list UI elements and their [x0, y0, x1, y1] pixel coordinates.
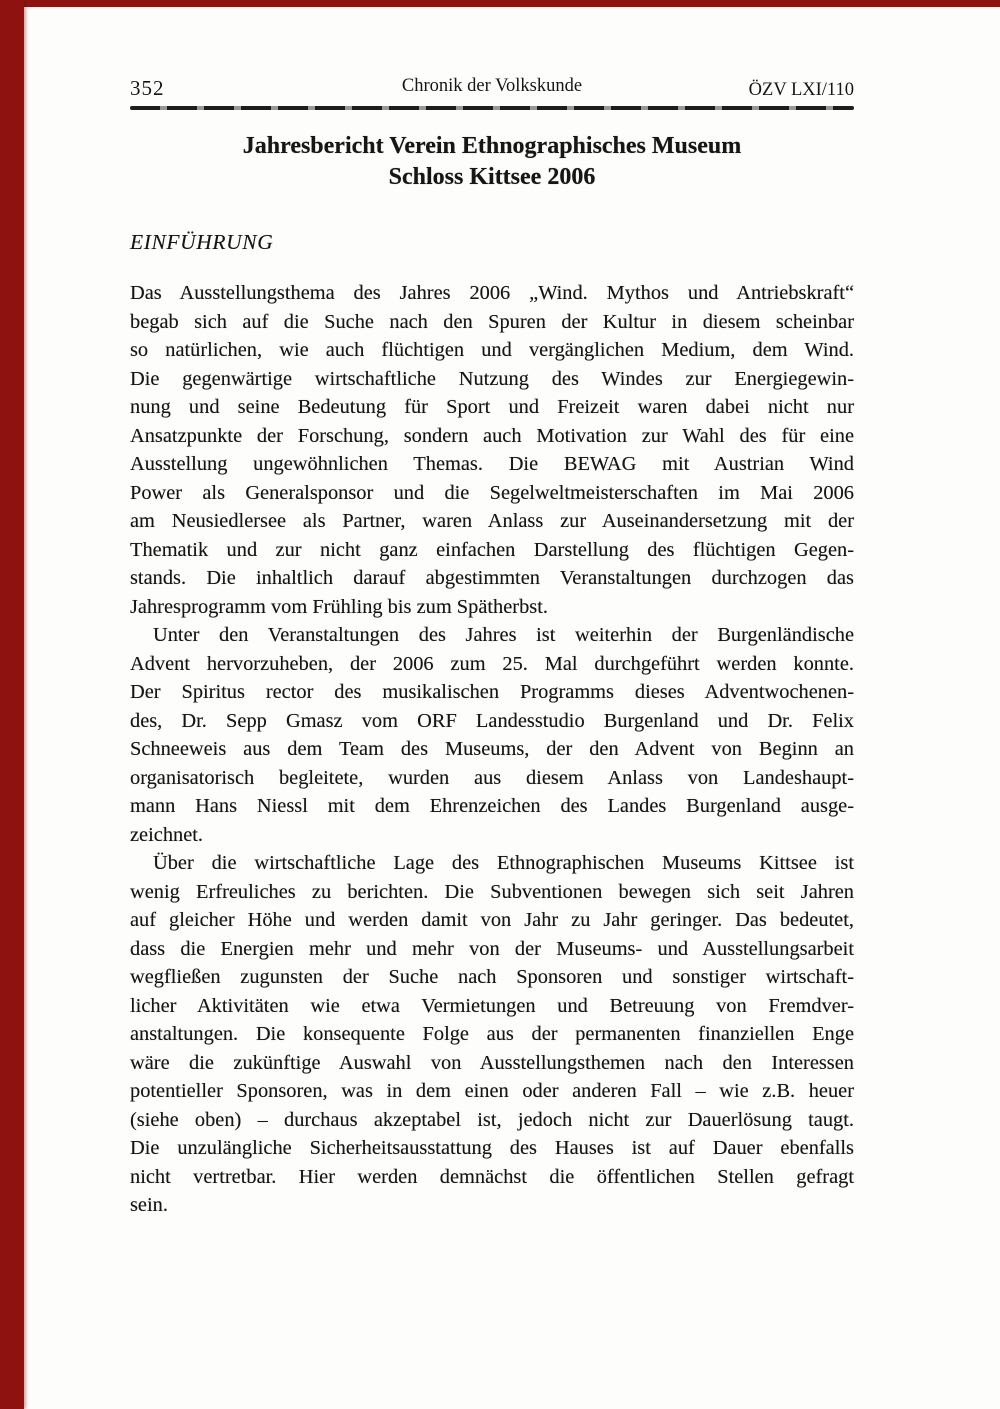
text-line: Über die wirtschaftliche Lage des Ethnographischen Museums Kittsee ist: [153, 852, 854, 874]
scan-edge-left: [0, 0, 24, 1409]
page-number: 352: [130, 76, 165, 100]
text-line: sein.: [130, 1194, 168, 1216]
text-line: Power als Generalsponsor und die Segelweltmeisterschaften im Mai 2006: [130, 481, 854, 504]
text-line: Die gegenwärtige wirtschaftliche Nutzung des Windes zur Energiegewin-: [130, 367, 854, 390]
text-line: wäre die zukünftige Auswahl von Ausstellungsthemen nach den Interessen: [130, 1051, 854, 1074]
journal-reference: ÖZV LXI/110: [748, 80, 854, 100]
section-heading: EINFÜHRUNG: [130, 230, 274, 254]
running-header: [130, 76, 854, 101]
text-line: wenig Erfreuliches zu berichten. Die Subventionen bewegen sich seit Jahren: [130, 880, 854, 903]
text-line: zeichnet.: [130, 823, 204, 846]
text-line: so natürlichen, wie auch flüchtigen und vergänglichen Medium, dem Wind.: [130, 339, 854, 361]
running-title: Chronik der Volkskunde: [401, 76, 583, 96]
text-line: Der Spiritus rector des musikalischen Programms dieses Adventwochenen-: [130, 681, 854, 703]
text-line: auf gleicher Höhe und werden damit von Jahr zu Jahr geringer. Das bedeutet,: [130, 909, 854, 931]
text-line: Unter den Veranstaltungen des Jahres ist weiterhin der Burgenländische: [153, 624, 854, 646]
text-line: Ausstellung ungewöhnlichen Themas. Die BEWAG mit Austrian Wind: [130, 453, 854, 475]
text-line: Ansatzpunkte der Forschung, sondern auch Motivation zur Wahl des für eine: [130, 424, 854, 447]
text-line: licher Aktivitäten wie etwa Vermietungen und Betreuung von Fremdver-: [130, 994, 854, 1017]
text-line: potentieller Sponsoren, was in dem einen oder anderen Fall – wie z.B. heuer: [130, 1080, 854, 1102]
text-line: am Neusiedlersee als Partner, waren Anlass zur Auseinandersetzung mit der: [130, 510, 854, 532]
scan-edge-top: [0, 0, 1000, 7]
text-line: nung und seine Bedeutung für Sport und Freizeit waren dabei nicht nur: [130, 396, 854, 418]
article-title-line1: Jahresbericht Verein Ethnographisches Museum: [242, 133, 742, 159]
text-line: organisatorisch begleitete, wurden aus diesem Anlass von Landeshaupt-: [130, 766, 854, 789]
text-line: des, Dr. Sepp Gmasz vom ORF Landesstudio Burgenland und Dr. Felix: [130, 709, 854, 732]
text-line: Das Ausstellungsthema des Jahres 2006 „Wind. Mythos und Antriebskraft“: [130, 282, 854, 304]
text-line: Advent hervorzuheben, der 2006 zum 25. Mal durchgeführt werden konnte.: [130, 652, 854, 675]
text-line: Jahresprogramm vom Frühling bis zum Spätherbst.: [130, 595, 548, 618]
text-line: Schneeweis aus dem Team des Museums, der den Advent von Beginn an: [130, 738, 854, 760]
text-line: stands. Die inhaltlich darauf abgestimmten Veranstaltungen durchzogen das: [130, 567, 854, 589]
article-title-line2: Schloss Kittsee 2006: [388, 164, 596, 190]
text-line: mann Hans Niessl mit dem Ehrenzeichen des Landes Burgenland ausge-: [130, 795, 854, 817]
article-title: [130, 131, 854, 193]
text-line: begab sich auf die Suche nach den Spuren der Kultur in diesem scheinbar: [130, 310, 854, 333]
text-line: dass die Energien mehr und mehr von der Museums- und Ausstellungsarbeit: [130, 937, 854, 960]
text-line: anstaltungen. Die konsequente Folge aus der permanenten finanziellen Enge: [130, 1023, 854, 1045]
header-rule: [130, 106, 854, 110]
text-line: Die unzulängliche Sicherheitsausstattung des Hauses ist auf Dauer ebenfalls: [130, 1137, 854, 1159]
text-line: (siehe oben) – durchaus akzeptabel ist, jedoch nicht zur Dauerlösung taugt.: [130, 1108, 854, 1131]
text-line: Thematik und zur nicht ganz einfachen Darstellung des flüchtigen Gegen-: [130, 538, 854, 561]
text-line: nicht vertretbar. Hier werden demnächst die öffentlichen Stellen gefragt: [130, 1165, 854, 1188]
text-line: wegfließen zugunsten der Suche nach Sponsoren und sonstiger wirtschaft-: [130, 966, 854, 988]
body-text: [130, 279, 854, 1220]
